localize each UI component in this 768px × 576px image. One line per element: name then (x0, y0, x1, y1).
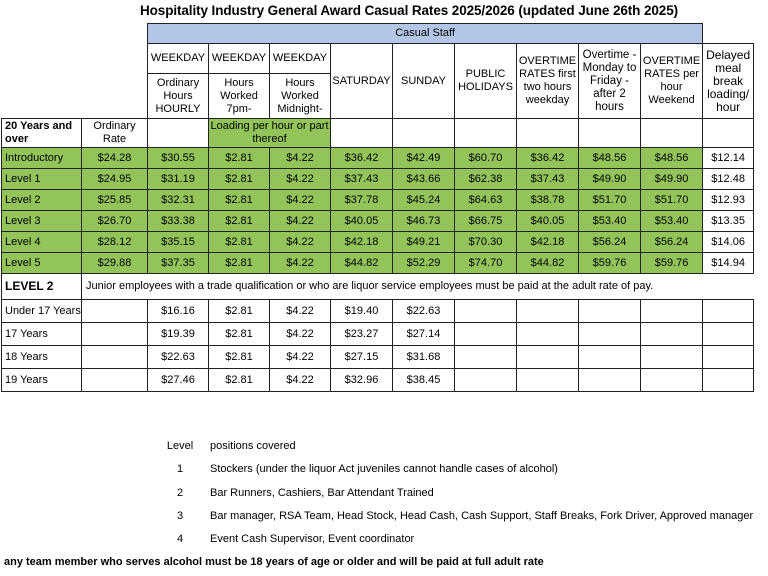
pm7-cell: $2.81 (209, 253, 270, 274)
overtime-first-cell: $40.05 (517, 211, 579, 232)
level-cell: Level 1 (2, 169, 82, 190)
midnight-cell: $4.22 (270, 169, 331, 190)
legend-level: 4 (176, 533, 184, 545)
meal-cell: $12.14 (703, 148, 754, 169)
table-row (2, 253, 754, 274)
casual-staff-header: Casual Staff (148, 24, 703, 44)
pm7-cell: $2.81 (209, 232, 270, 253)
hours-midnight-header: Hours Worked Midnight- (270, 74, 331, 119)
saturday-cell: $44.82 (331, 253, 393, 274)
overtime-first-cell: $37.43 (517, 169, 579, 190)
rate-cell: $28.12 (82, 232, 148, 253)
weekday-cell: $16.16 (148, 300, 209, 323)
saturday-cell: $36.42 (331, 148, 393, 169)
public-holiday-cell: $60.70 (455, 148, 517, 169)
pm7-cell: $2.81 (209, 346, 270, 369)
saturday-cell: $40.05 (331, 211, 393, 232)
overtime-weekend-cell: $48.56 (641, 148, 703, 169)
overtime-weekend-cell: $59.76 (641, 253, 703, 274)
public-holiday-cell: $64.63 (455, 190, 517, 211)
weekday-cell: $31.19 (148, 169, 209, 190)
legend-level: 1 (176, 463, 184, 475)
overtime-first-cell: $38.78 (517, 190, 579, 211)
table-row (2, 300, 754, 323)
table-row (2, 169, 754, 190)
overtime-after-cell: $48.56 (579, 148, 641, 169)
weekday-header-3: WEEKDAY (270, 44, 331, 74)
overtime-after-header: Overtime - Monday to Friday - after 2 hours (579, 44, 641, 119)
weekday-cell: $22.63 (148, 346, 209, 369)
footer-note: any team member who serves alcohol must be 18 years of age or older and will be paid at full adult rate (4, 556, 544, 568)
delayed-meal-header: Delayed meal break loading/ hour (703, 44, 754, 119)
pm7-cell: $2.81 (209, 369, 270, 392)
level-cell: Level 5 (2, 253, 82, 274)
sunday-cell: $42.49 (393, 148, 455, 169)
age-cell: Under 17 Years (2, 300, 82, 323)
saturday-cell: $23.27 (331, 323, 393, 346)
age-cell: 18 Years (2, 346, 82, 369)
overtime-after-cell: $51.70 (579, 190, 641, 211)
saturday-cell: $19.40 (331, 300, 393, 323)
public-holiday-cell: $62.38 (455, 169, 517, 190)
table-row (2, 190, 754, 211)
age-cell: 17 Years (2, 323, 82, 346)
saturday-cell: $27.15 (331, 346, 393, 369)
overtime-after-cell: $49.90 (579, 169, 641, 190)
overtime-weekend-cell: $56.24 (641, 232, 703, 253)
table-row (2, 211, 754, 232)
public-holiday-cell: $74.70 (455, 253, 517, 274)
legend-positions: Bar Runners, Cashiers, Bar Attendant Trained (210, 487, 434, 499)
overtime-weekend-cell: $53.40 (641, 211, 703, 232)
weekday-cell: $33.38 (148, 211, 209, 232)
sunday-cell: $22.63 (393, 300, 455, 323)
level2-note: Junior employees with a trade qualification or who are liquor service employees must be paid at the adult rate of pay. (82, 274, 754, 300)
rates-table (1, 23, 754, 392)
level-cell: Introductory (2, 148, 82, 169)
meal-cell: $12.48 (703, 169, 754, 190)
table-row (2, 232, 754, 253)
page-title: Hospitality Industry General Award Casual Rates 2025/2026 (updated June 26th 2025) (140, 3, 679, 18)
age-cell: 19 Years (2, 369, 82, 392)
overtime-weekend-cell: $49.90 (641, 169, 703, 190)
overtime-after-cell: $59.76 (579, 253, 641, 274)
saturday-cell: $37.78 (331, 190, 393, 211)
sunday-cell: $46.73 (393, 211, 455, 232)
meal-cell: $12.93 (703, 190, 754, 211)
ordinary-hours-header: Ordinary Hours HOURLY (148, 74, 209, 119)
legend-positions: Stockers (under the liquor Act juveniles cannot handle cases of alcohol) (210, 463, 558, 475)
overtime-first-header: OVERTIME RATES first two hours weekday (517, 44, 579, 119)
midnight-cell: $4.22 (270, 300, 331, 323)
legend-level: 2 (176, 487, 184, 499)
sunday-cell: $31.68 (393, 346, 455, 369)
pm7-cell: $2.81 (209, 323, 270, 346)
header-row-1 (2, 44, 754, 74)
midnight-cell: $4.22 (270, 190, 331, 211)
level-cell: Level 2 (2, 190, 82, 211)
table-row (2, 346, 754, 369)
level-cell: Level 4 (2, 232, 82, 253)
saturday-cell: $42.18 (331, 232, 393, 253)
weekday-cell: $37.35 (148, 253, 209, 274)
overtime-weekend-cell: $51.70 (641, 190, 703, 211)
sunday-cell: $43.66 (393, 169, 455, 190)
legend-level-header: Level (166, 440, 194, 452)
weekday-cell: $30.55 (148, 148, 209, 169)
saturday-header: SATURDAY (331, 44, 393, 119)
meal-cell: $13.35 (703, 211, 754, 232)
midnight-cell: $4.22 (270, 369, 331, 392)
saturday-cell: $32.96 (331, 369, 393, 392)
meal-cell: $14.94 (703, 253, 754, 274)
overtime-first-cell: $42.18 (517, 232, 579, 253)
weekday-header-2: WEEKDAY (209, 44, 270, 74)
rate-cell: $25.85 (82, 190, 148, 211)
hours-7pm-header: Hours Worked 7pm- (209, 74, 270, 119)
legend-positions-header: positions covered (210, 440, 296, 452)
midnight-cell: $4.22 (270, 346, 331, 369)
rate-cell: $29.88 (82, 253, 148, 274)
pm7-cell: $2.81 (209, 211, 270, 232)
midnight-cell: $4.22 (270, 323, 331, 346)
level-cell: Level 3 (2, 211, 82, 232)
pm7-cell: $2.81 (209, 300, 270, 323)
midnight-cell: $4.22 (270, 211, 331, 232)
rate-cell: $24.28 (82, 148, 148, 169)
level2-label: LEVEL 2 (2, 274, 82, 300)
casual-staff-row (2, 24, 754, 44)
sunday-cell: $45.24 (393, 190, 455, 211)
pm7-cell: $2.81 (209, 148, 270, 169)
legend-level: 3 (176, 510, 184, 522)
sunday-header: SUNDAY (393, 44, 455, 119)
sunday-cell: $52.29 (393, 253, 455, 274)
ordinary-rate-header: Ordinary Rate (82, 119, 148, 148)
age-group-label: 20 Years and over (2, 119, 82, 148)
pm7-cell: $2.81 (209, 190, 270, 211)
sunday-cell: $27.14 (393, 323, 455, 346)
midnight-cell: $4.22 (270, 232, 331, 253)
public-holidays-header: PUBLIC HOLIDAYS (455, 44, 517, 119)
weekday-cell: $19.39 (148, 323, 209, 346)
weekday-header-1: WEEKDAY (148, 44, 209, 74)
weekday-cell: $27.46 (148, 369, 209, 392)
public-holiday-cell: $70.30 (455, 232, 517, 253)
table-row (2, 369, 754, 392)
sunday-cell: $49.21 (393, 232, 455, 253)
midnight-cell: $4.22 (270, 148, 331, 169)
overtime-after-cell: $53.40 (579, 211, 641, 232)
rate-cell: $24.95 (82, 169, 148, 190)
overtime-weekend-header: OVERTIME RATES per hour Weekend (641, 44, 703, 119)
rate-cell: $26.70 (82, 211, 148, 232)
legend-positions: Bar manager, RSA Team, Head Stock, Head Cash, Cash Support, Staff Breaks, Fork Driver, Approved manager (210, 510, 754, 522)
overtime-first-cell: $44.82 (517, 253, 579, 274)
table-row (2, 323, 754, 346)
overtime-first-cell: $36.42 (517, 148, 579, 169)
weekday-cell: $32.31 (148, 190, 209, 211)
midnight-cell: $4.22 (270, 253, 331, 274)
overtime-after-cell: $56.24 (579, 232, 641, 253)
pm7-cell: $2.81 (209, 169, 270, 190)
sunday-cell: $38.45 (393, 369, 455, 392)
meal-cell: $14.06 (703, 232, 754, 253)
loading-note: Loading per hour or part thereof (209, 119, 331, 148)
saturday-cell: $37.43 (331, 169, 393, 190)
level2-note-row (2, 274, 754, 300)
table-row (2, 148, 754, 169)
public-holiday-cell: $66.75 (455, 211, 517, 232)
weekday-cell: $35.15 (148, 232, 209, 253)
legend-positions: Event Cash Supervisor, Event coordinator (210, 533, 415, 545)
header-row-3 (2, 119, 754, 148)
